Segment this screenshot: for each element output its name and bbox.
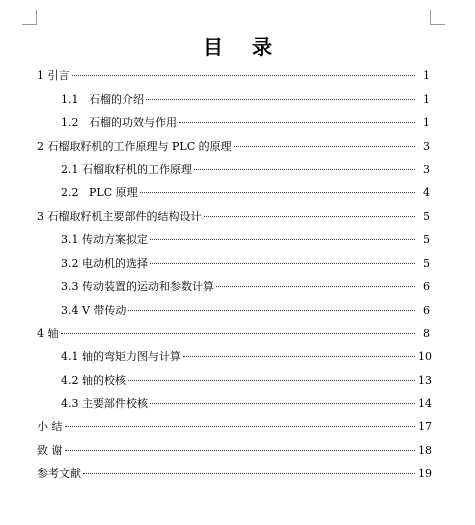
toc-entry-page: 5 bbox=[423, 257, 430, 270]
toc-leader-dots bbox=[216, 286, 415, 287]
toc-entry-label: 3.3 传动装置的运动和参数计算 bbox=[61, 280, 214, 293]
toc-entry-page: 1 bbox=[423, 116, 430, 129]
toc-leader-dots bbox=[179, 122, 415, 123]
toc-leader-dots bbox=[234, 146, 415, 147]
toc-leader-dots bbox=[146, 99, 415, 100]
toc-entry-page: 3 bbox=[423, 163, 430, 176]
toc-entry[interactable] bbox=[37, 325, 430, 343]
toc-entry-page: 18 bbox=[418, 444, 432, 457]
toc-entry-label: 4.1 轴的弯矩力图与计算 bbox=[61, 350, 181, 363]
toc-entry[interactable] bbox=[61, 161, 430, 179]
toc-leader-dots bbox=[83, 473, 415, 474]
toc-entry[interactable] bbox=[61, 184, 430, 202]
toc-entry-page: 3 bbox=[423, 140, 430, 153]
toc-entry[interactable] bbox=[37, 465, 430, 483]
toc-entry[interactable] bbox=[37, 138, 430, 156]
toc-entry[interactable] bbox=[37, 208, 430, 226]
toc-entry-label: 2.1 石榴取籽机的工作原理 bbox=[61, 163, 192, 176]
toc-entry-label: 1.2 石榴的功效与作用 bbox=[61, 116, 177, 129]
toc-entry-page: 13 bbox=[418, 374, 432, 387]
toc-entry[interactable] bbox=[61, 231, 430, 249]
toc-leader-dots bbox=[72, 75, 416, 76]
toc-entry-page: 10 bbox=[418, 350, 432, 363]
toc-leader-dots bbox=[65, 426, 416, 427]
toc-entry-label: 1.1 石榴的介绍 bbox=[61, 93, 144, 106]
toc-entry-page: 5 bbox=[423, 210, 430, 223]
toc-entry-label: 3 石榴取籽机主要部件的结构设计 bbox=[37, 210, 202, 223]
toc-entry[interactable] bbox=[61, 278, 430, 296]
toc-entry-label: 2 石榴取籽机的工作原理与 PLC 的原理 bbox=[37, 140, 232, 153]
toc-entry-label: 4 轴 bbox=[37, 327, 59, 340]
toc-entry[interactable] bbox=[37, 67, 430, 85]
toc-entry-label: 3.2 电动机的选择 bbox=[61, 257, 148, 270]
toc-leader-dots bbox=[128, 310, 415, 311]
toc-leader-dots bbox=[183, 356, 415, 357]
toc-leader-dots bbox=[150, 263, 415, 264]
toc-entry-label: 参考文献 bbox=[37, 467, 81, 480]
toc-entry[interactable] bbox=[61, 255, 430, 273]
toc-entry-page: 1 bbox=[423, 93, 430, 106]
toc-entry-label: 3.1 传动方案拟定 bbox=[61, 233, 148, 246]
toc-entry-page: 6 bbox=[423, 304, 430, 317]
toc-entry[interactable] bbox=[61, 395, 430, 413]
toc-title: 目 录 bbox=[203, 35, 283, 59]
toc-entry-label: 致 谢 bbox=[37, 444, 63, 457]
toc-entry[interactable] bbox=[61, 302, 430, 320]
toc-leader-dots bbox=[194, 169, 415, 170]
toc-entry[interactable] bbox=[61, 114, 430, 132]
toc-entry[interactable] bbox=[61, 372, 430, 390]
toc-entry-page: 8 bbox=[423, 327, 430, 340]
toc-entry-page: 4 bbox=[423, 186, 430, 199]
toc-entry[interactable] bbox=[61, 91, 430, 109]
toc-entry-page: 1 bbox=[423, 69, 430, 82]
toc-entry-page: 17 bbox=[418, 420, 432, 433]
toc-entry-label: 3.4 V 带传动 bbox=[61, 304, 127, 317]
toc-leader-dots bbox=[204, 216, 416, 217]
toc-entry-label: 2.2 PLC 原理 bbox=[61, 186, 138, 199]
toc-entry[interactable] bbox=[37, 418, 430, 436]
toc-entry-label: 小 结 bbox=[37, 420, 63, 433]
toc-leader-dots bbox=[140, 192, 415, 193]
toc-entry[interactable] bbox=[61, 348, 430, 366]
toc-entry-page: 5 bbox=[423, 233, 430, 246]
toc-leader-dots bbox=[61, 333, 416, 334]
toc-leader-dots bbox=[150, 403, 415, 404]
toc-entry-label: 4.3 主要部件校核 bbox=[61, 397, 148, 410]
toc-entry-label: 1 引言 bbox=[37, 69, 70, 82]
toc-entry-page: 14 bbox=[418, 397, 432, 410]
toc-leader-dots bbox=[150, 239, 415, 240]
toc-entry-page: 19 bbox=[418, 467, 432, 480]
toc-entry[interactable] bbox=[37, 442, 430, 460]
toc-entry-label: 4.2 轴的校核 bbox=[61, 374, 126, 387]
toc-entry-page: 6 bbox=[423, 280, 430, 293]
toc-leader-dots bbox=[128, 380, 415, 381]
toc-leader-dots bbox=[65, 450, 416, 451]
